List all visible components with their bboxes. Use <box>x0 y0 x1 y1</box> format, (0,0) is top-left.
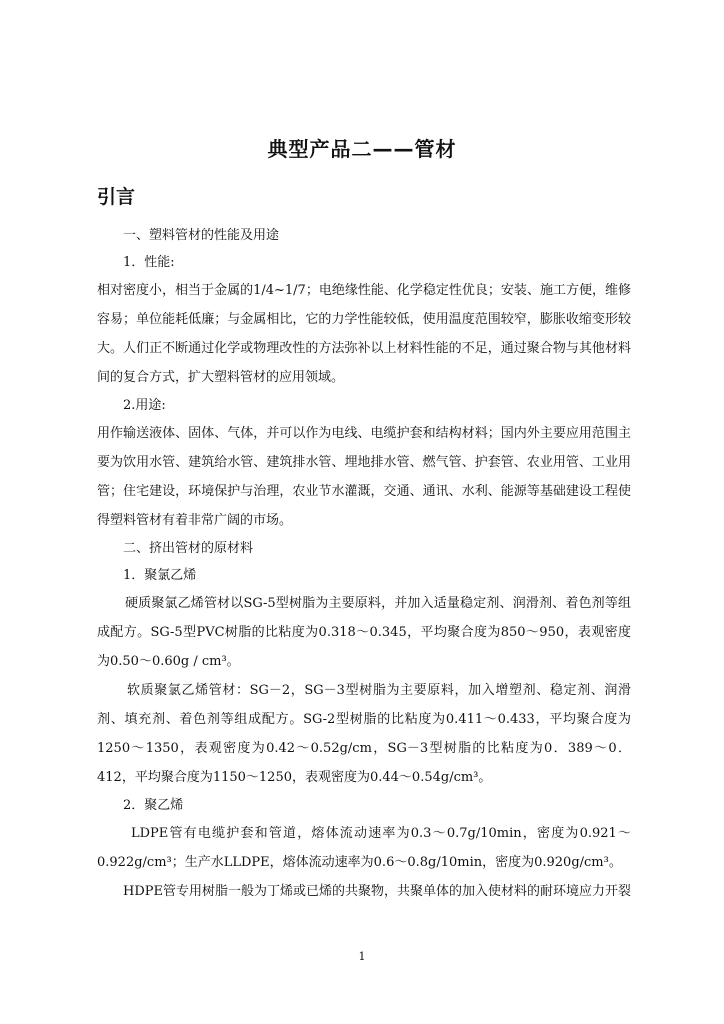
body-paragraph: 用作输送液体、固体、气体，并可以作为电线、电缆护套和结构材料；国内外主要应用范围主要为饮用水管、建筑给水管、建筑排水管、埋地排水管、燃气管、护套管、农业用管、工业用管；住宅建设，环境保护与治理，农业节水灌溉，交通、通讯、水利、能源等基础建设工程使得塑料管材有着非常广阔的市场。 <box>97 426 631 528</box>
body-paragraph: LDPE管有电缆护套和管道，熔体流动速率为0.3～0.7g/10min，密度为0.921～0.922g/cm³；生产水LLDPE，熔体流动速率为0.6～0.8g/10min，密度为0.920g/cm³。 <box>97 826 631 870</box>
body-paragraph: 相对密度小，相当于金属的1/4~1/7；电绝缘性能、化学稳定性优良；安装、施工方便，维修容易；单位能耗低廉；与金属相比，它的力学性能较低，使用温度范围较窄，膨胀收缩变形较大。人们正不断通过化学或物理改性的方法弥补以上材料性能的不足，通过聚合物与其他材料间的复合方式，扩大塑料管材的应用领域。 <box>97 283 631 385</box>
subsection-title: 一、塑料管材的性能及用途 <box>123 228 280 243</box>
body-paragraph: 软质聚氯乙烯管材：SG－2，SG－3型树脂为主要原料，加入增塑剂、稳定剂、润滑剂、填充剂、着色剂等组成配方。SG-2型树脂的比粘度为0.411～0.433，平均聚合度为1250～1350，表观密度为0.42～0.52g/cm，SG－3型树脂的比粘度为0．389～0．412，平均聚合度为1150～1250，表观密度为0.44～0.54g/cm³。 <box>97 683 631 785</box>
subsection-title: 1．聚氯乙烯 <box>123 568 197 583</box>
page-number: 1 <box>358 950 366 963</box>
subsection-title: 二、挤出管材的原材料 <box>123 541 254 556</box>
subsection-title: 1．性能: <box>123 255 175 270</box>
document-title: 典型产品二——管材 <box>267 137 457 161</box>
body-paragraph: HDPE管专用树脂一般为丁烯或已烯的共聚物，共聚单体的加入使材料的耐环境应力开裂 <box>123 884 631 899</box>
body-paragraph: 硬质聚氯乙烯管材以SG-5型树脂为主要原料，并加入适量稳定剂、润滑剂、着色剂等组成配方。SG-5型PVC树脂的比粘度为0.318～0.345，平均聚合度为850～950，表观密度为0.50～0.60g / cm³。 <box>97 596 631 669</box>
subsection-title: 2．聚乙烯 <box>123 798 184 813</box>
subsection-title: 2.用途: <box>123 398 166 413</box>
section-heading: 引言 <box>97 186 136 208</box>
document-body <box>97 222 631 906</box>
